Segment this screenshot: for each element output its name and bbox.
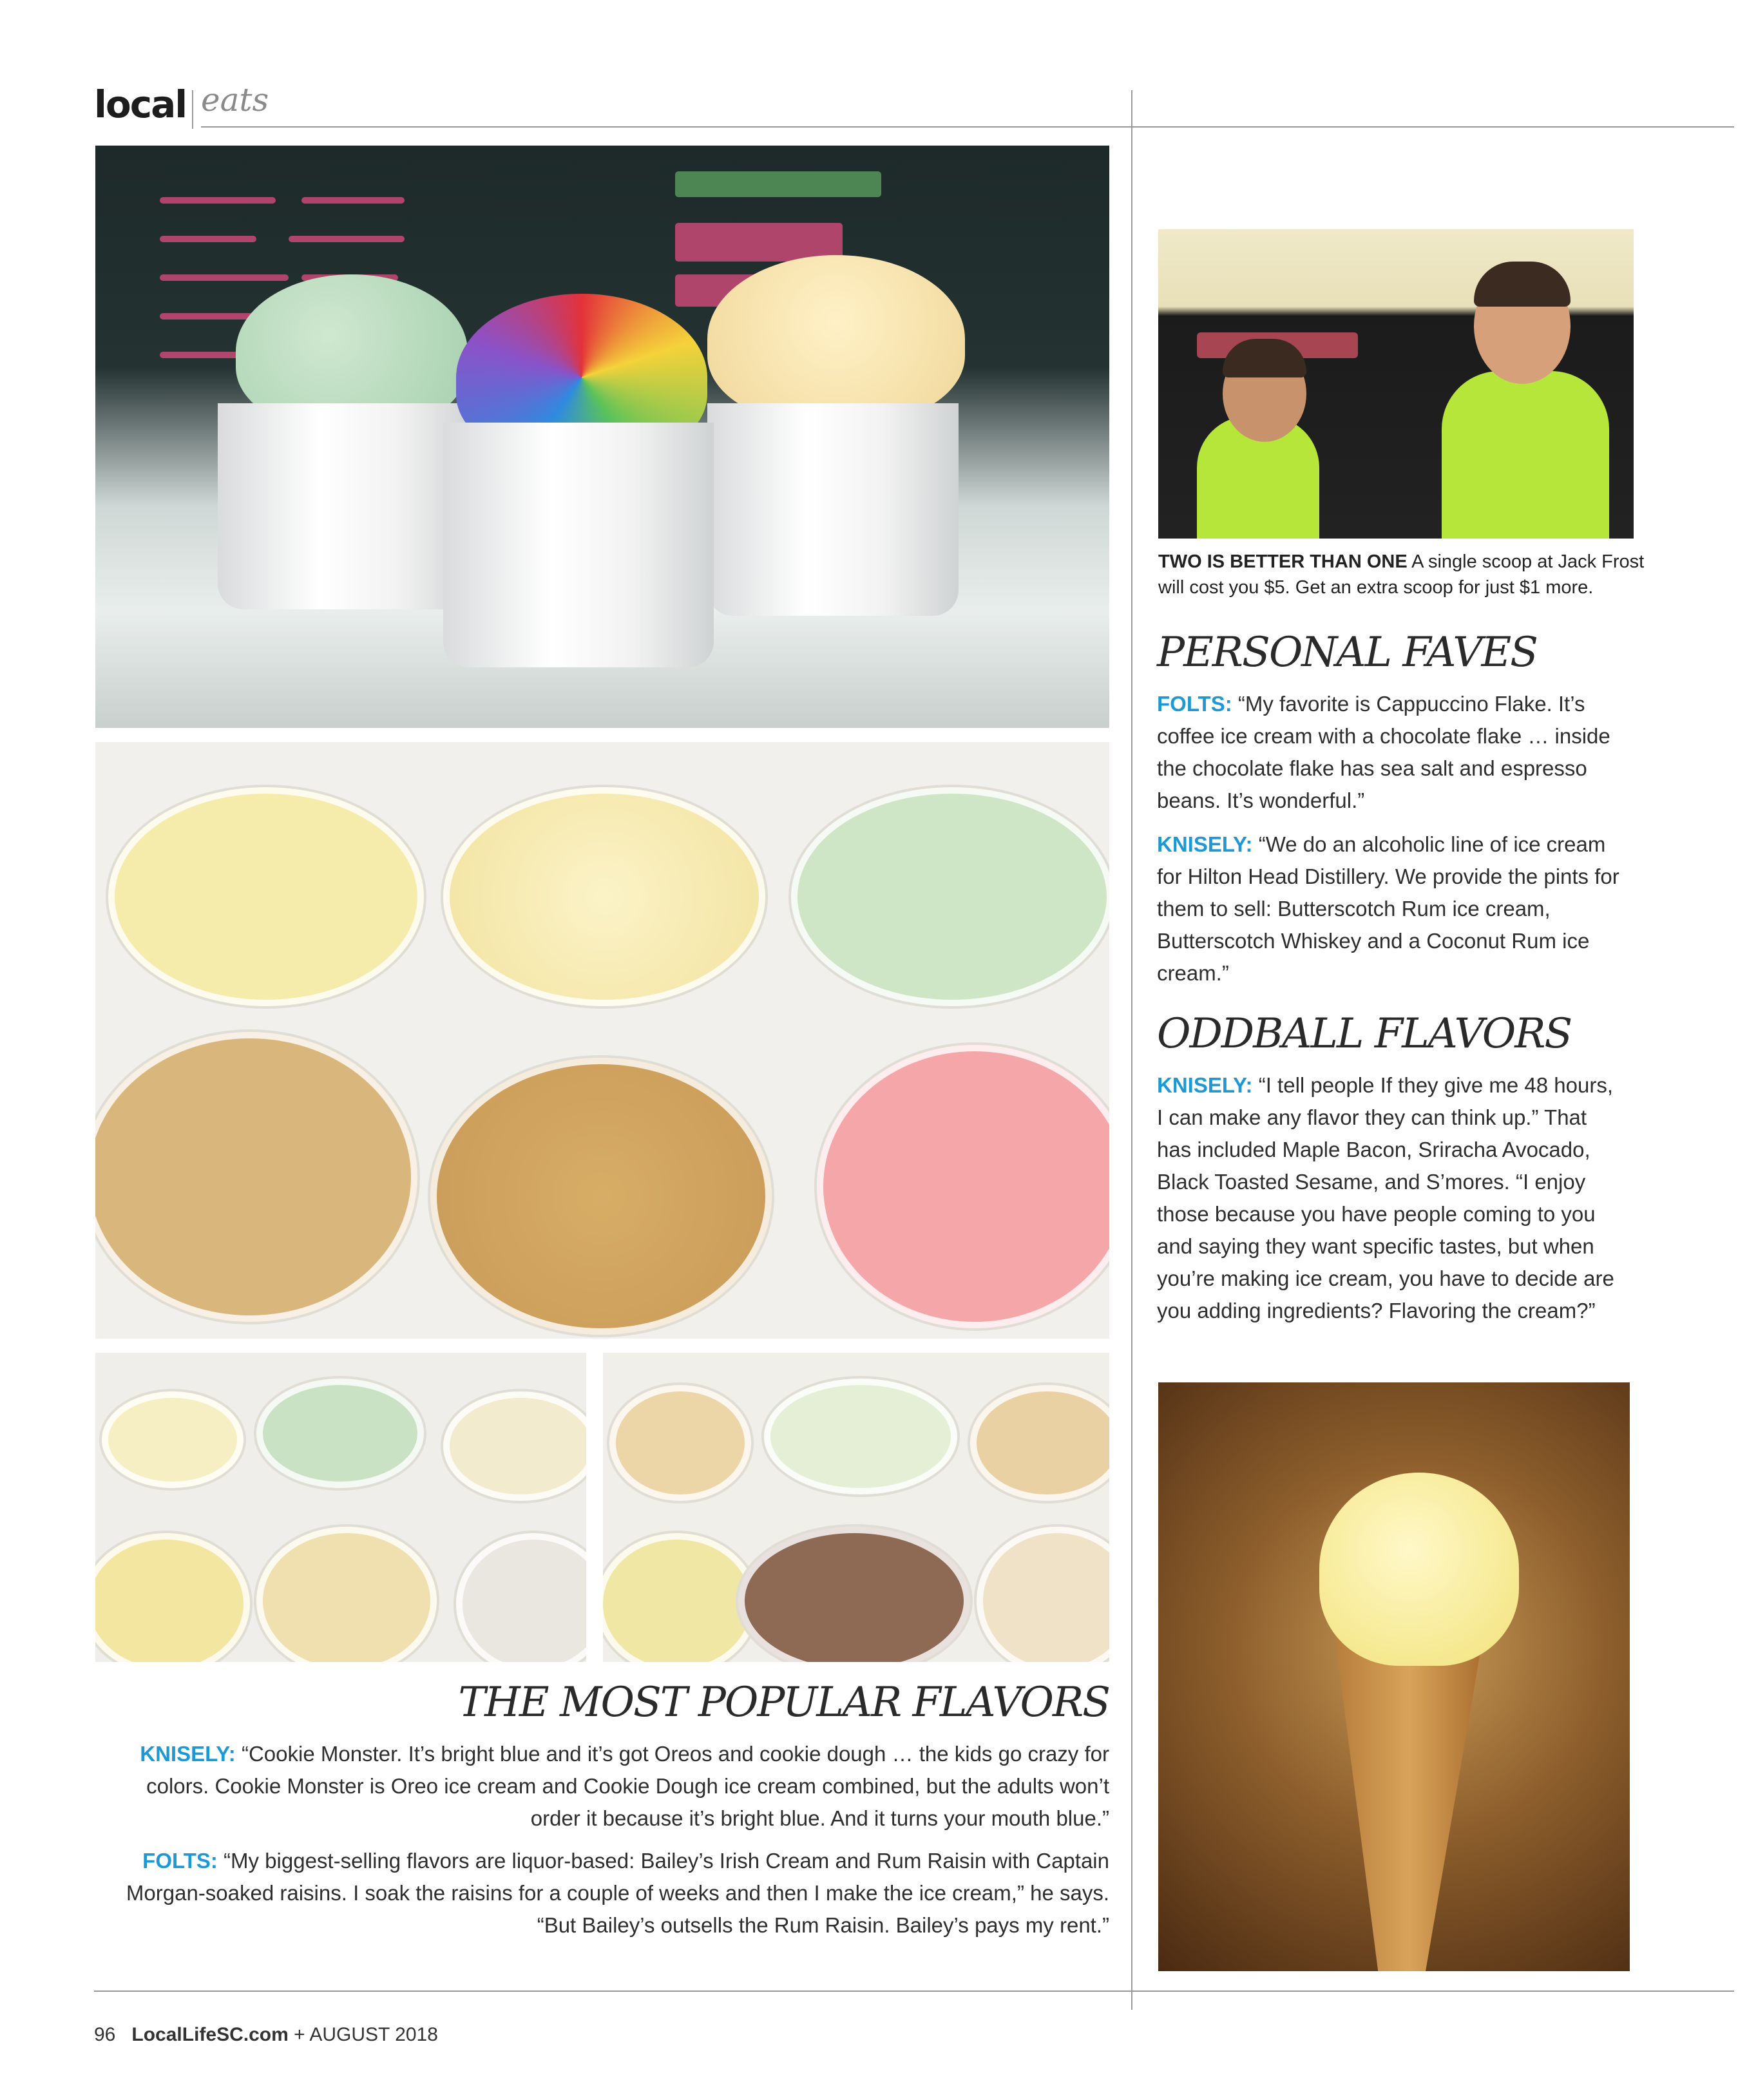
quote-text: “I tell people If they give me 48 hours, I can make any flavor they can think up.” That has included Maple Bacon, Sriracha Avocado, Black Toasted Sesame, and S’mores. “I enjoy those because you have people coming to you and saying they want specific tastes, but when you’re making ice cream, you have to decide are you adding ingredients? Flavoring the cream?”	[1157, 1073, 1614, 1322]
speaker-label: FOLTS:	[142, 1849, 218, 1873]
waffle-cone-photo	[1158, 1382, 1630, 1971]
speaker-label: KNISELY:	[1157, 832, 1253, 856]
speaker-label: FOLTS:	[1157, 692, 1232, 716]
popular-p1	[95, 1738, 1109, 1835]
quote-text: “Cookie Monster. It’s bright blue and it’s got Oreos and cookie dough … the kids go crazy for colors. Cookie Monster is Oreo ice cream and Cookie Dough ice cream combined, but the adults won’t order it because it’s bright blue. And it turns your mouth blue.”	[146, 1742, 1109, 1830]
footer-rule	[94, 1990, 1734, 1992]
oddball-heading: ODDBALL FLAVORS	[1157, 1010, 1572, 1058]
folio-separator: +	[294, 2024, 305, 2045]
personal-faves-p2	[1157, 828, 1621, 989]
issue-date: AUGUST 2018	[309, 2024, 438, 2045]
ice-cream-tubs-photo	[95, 742, 1109, 1339]
header-rule	[201, 126, 1734, 128]
speaker-label: KNISELY:	[140, 1742, 236, 1766]
personal-faves-heading: PERSONAL FAVES	[1157, 629, 1537, 676]
site-name: LocalLifeSC.com	[131, 2024, 289, 2045]
kids-eating-ice-cream-photo	[1158, 229, 1634, 539]
caption-text: A single scoop at Jack Frost will cost you $5. Get an extra scoop for just $1 more.	[1158, 551, 1645, 598]
brand-logo: local	[94, 82, 187, 126]
page-number: 96	[94, 2024, 116, 2045]
oddball-p1	[1157, 1069, 1621, 1327]
header-divider	[192, 90, 193, 129]
speaker-label: KNISELY:	[1157, 1073, 1253, 1097]
section-label: eats	[201, 81, 269, 119]
popular-p2	[95, 1845, 1109, 1942]
column-rule	[1131, 90, 1132, 2010]
personal-faves-p1	[1157, 688, 1621, 817]
quote-text: “My favorite is Cappuccino Flake. It’s coffee ice cream with a chocolate flake … inside the chocolate flake has sea salt and espresso beans. It’s wonderful.”	[1157, 692, 1610, 812]
caption-bold: TWO IS BETTER THAN ONE	[1158, 551, 1408, 572]
ice-cream-tubs-small-left-photo	[95, 1353, 586, 1662]
ice-cream-cups-photo	[95, 146, 1109, 728]
photo-caption	[1158, 549, 1648, 600]
quote-text: “My biggest-selling flavors are liquor-based: Bailey’s Irish Cream and Rum Raisin with Captain Morgan-soaked raisins. I soak the raisins for a couple of weeks and then I make the ice cream,” he says. “But Bailey’s outsells the Rum Raisin. Bailey’s pays my rent.”	[126, 1849, 1109, 1937]
ice-cream-tubs-small-right-photo	[603, 1353, 1109, 1662]
popular-heading: THE MOST POPULAR FLAVORS	[458, 1679, 1109, 1726]
folio	[94, 2024, 438, 2046]
quote-text: “We do an alcoholic line of ice cream for Hilton Head Distillery. We provide the pints for them to sell: Butterscotch Rum ice cream, Butterscotch Whiskey and a Coconut Rum ice cream.”	[1157, 832, 1619, 985]
